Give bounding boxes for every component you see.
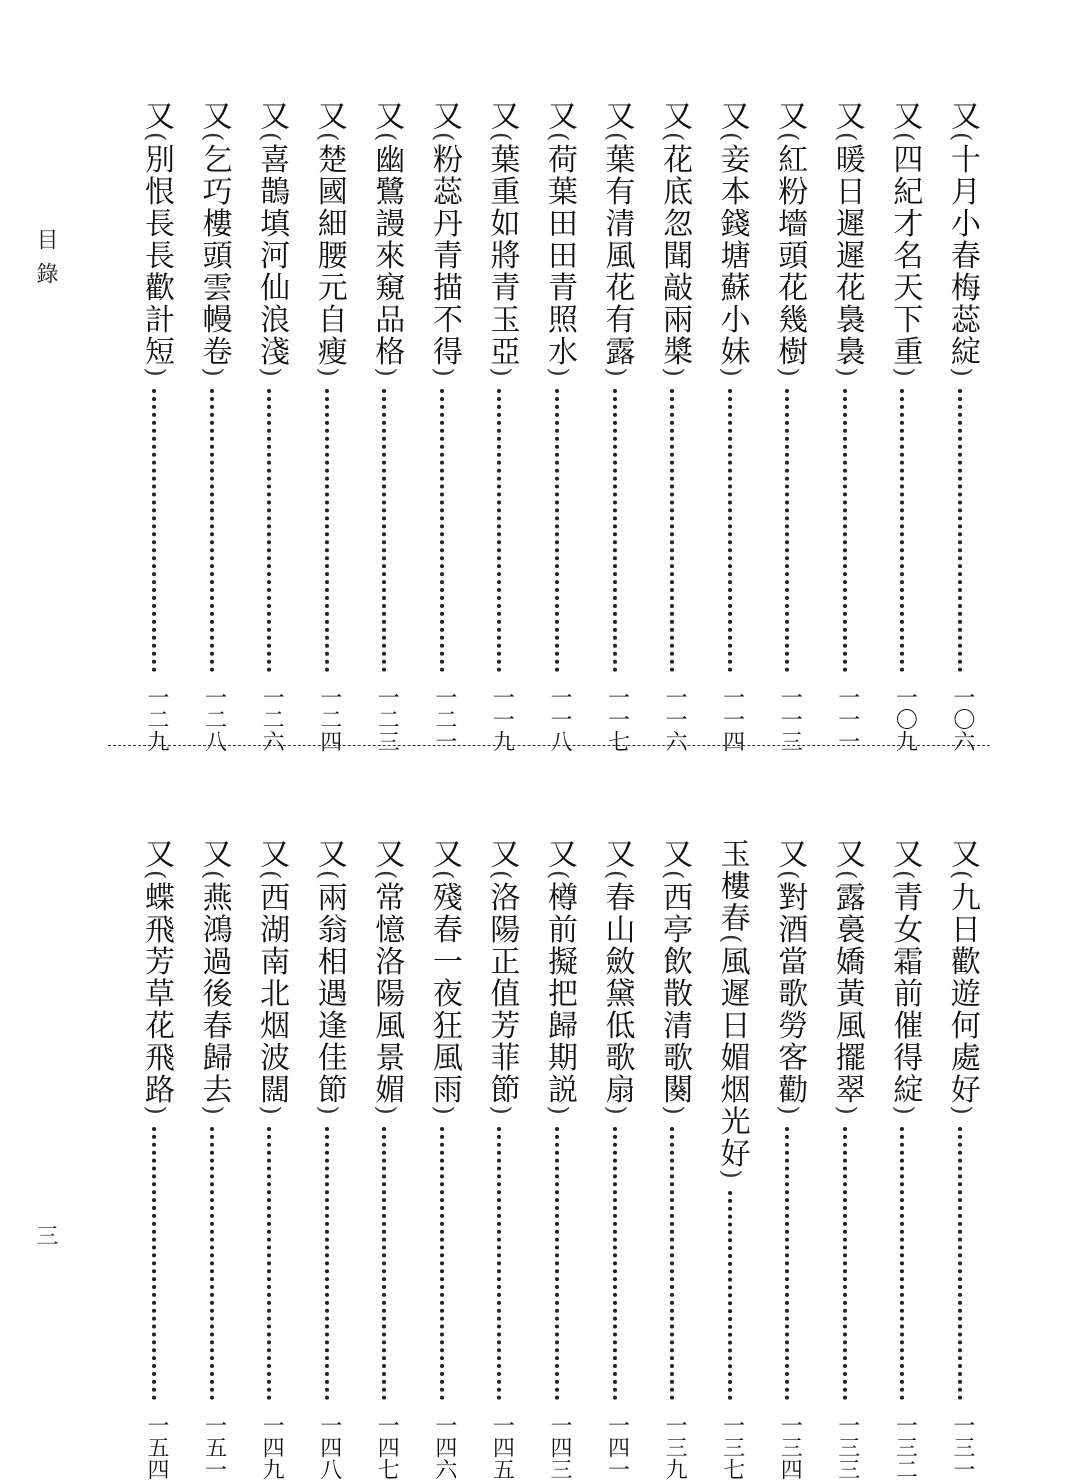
entry-page-number: 一〇九 xyxy=(892,686,918,752)
toc-entry[interactable]: 又(幽鷺謾來窺品格) 一二三 xyxy=(369,100,405,752)
entry-page-number: 一四五 xyxy=(489,1414,515,1480)
entry-title: 十月小春梅蕊綻 xyxy=(944,143,980,368)
entry-prefix: 又 xyxy=(829,100,865,132)
entry-prefix: 又 xyxy=(196,838,232,870)
toc-entry[interactable]: 又(楚國細腰元自瘦) 一二四 xyxy=(311,100,347,752)
toc-entry[interactable]: 又(別恨長長歡計短) 一二九 xyxy=(139,100,174,752)
entry-title: 紅粉墻頭花幾樹 xyxy=(772,143,808,368)
entry-prefix: 又 xyxy=(484,100,520,132)
dot-leader xyxy=(785,1127,793,1400)
entry-prefix: 又 xyxy=(484,838,520,870)
dot-leader xyxy=(900,1127,908,1400)
entry-page-number: 一四八 xyxy=(316,1414,342,1480)
entry-title: 別恨長長歡計短 xyxy=(139,143,174,368)
toc-lower-half xyxy=(128,838,990,1480)
entry-prefix: 又 xyxy=(541,838,577,870)
toc-entry[interactable]: 又(暖日遲遲花裊裊) 一一一 xyxy=(829,100,865,752)
entry-prefix: 又 xyxy=(254,838,290,870)
dot-leader xyxy=(152,1127,160,1400)
toc-entry[interactable]: 玉樓春(風遲日媚烟光好) 一三七 xyxy=(714,838,750,1480)
dot-leader xyxy=(382,389,390,672)
entry-page-number: 一五四 xyxy=(144,1414,169,1480)
dot-leader xyxy=(440,1127,448,1400)
entry-prefix: 又 xyxy=(599,100,635,132)
dot-leader xyxy=(210,389,218,672)
entry-title: 葉有清風花有露 xyxy=(599,143,635,368)
entry-prefix: 又 xyxy=(657,100,693,132)
entry-page-number: 一五一 xyxy=(201,1414,227,1480)
dot-leader xyxy=(728,1191,736,1400)
entry-page-number: 一四三 xyxy=(546,1414,572,1480)
toc-entry[interactable]: 又(四紀才名天下重) 一〇九 xyxy=(887,100,923,752)
entry-page-number: 一二六 xyxy=(259,686,285,752)
toc-entry[interactable]: 又(春山斂黛低歌扇) 一四一 xyxy=(599,838,635,1480)
entry-prefix: 又 xyxy=(887,100,923,132)
entry-prefix: 玉樓春 xyxy=(714,838,750,934)
toc-entry[interactable]: 又(殘春一夜狂風雨) 一四六 xyxy=(426,838,462,1480)
toc-entry[interactable]: 又(十月小春梅蕊綻) 一〇六 xyxy=(944,100,980,752)
entry-prefix: 又 xyxy=(714,100,750,132)
dot-leader xyxy=(670,389,678,672)
entry-prefix: 又 xyxy=(311,100,347,132)
entry-prefix: 又 xyxy=(426,100,462,132)
dot-leader xyxy=(210,1127,218,1400)
dot-leader xyxy=(267,1127,275,1400)
dot-leader xyxy=(555,1127,563,1400)
entry-page-number: 一四九 xyxy=(259,1414,285,1480)
entry-page-number: 一二四 xyxy=(316,686,342,752)
entry-prefix: 又 xyxy=(829,838,865,870)
page-number: 三 xyxy=(33,1224,58,1258)
dot-leader xyxy=(900,389,908,672)
entry-page-number: 一三九 xyxy=(662,1414,688,1480)
entry-title: 葉重如將青玉亞 xyxy=(484,143,520,368)
entry-prefix: 又 xyxy=(599,838,635,870)
entry-title: 常憶洛陽風景媚 xyxy=(369,881,405,1106)
entry-page-number: 一二三 xyxy=(374,686,400,752)
toc-entry[interactable]: 又(荷葉田田青照水) 一一八 xyxy=(541,100,577,752)
toc-entry[interactable]: 又(喜鵲填河仙浪淺) 一二六 xyxy=(254,100,290,752)
entry-prefix: 又 xyxy=(311,838,347,870)
entry-page-number: 一一八 xyxy=(546,686,572,752)
entry-prefix: 又 xyxy=(944,838,980,870)
toc-entry[interactable]: 又(葉有清風花有露) 一一七 xyxy=(599,100,635,752)
toc-entry[interactable]: 又(乞巧樓頭雲幔卷) 一二八 xyxy=(196,100,232,752)
entry-prefix: 又 xyxy=(772,838,808,870)
toc-entry[interactable]: 又(青女霜前催得綻) 一三二 xyxy=(887,838,923,1480)
dot-leader xyxy=(728,389,736,672)
dot-leader xyxy=(670,1127,678,1400)
dot-leader xyxy=(497,1127,505,1400)
toc-entry[interactable]: 又(蝶飛芳草花飛路) 一五四 xyxy=(139,838,174,1480)
dot-leader xyxy=(613,389,621,672)
dot-leader xyxy=(843,389,851,672)
toc-entry[interactable]: 又(妾本錢塘蘇小妹) 一一四 xyxy=(714,100,750,752)
entry-page-number: 一二一 xyxy=(431,686,457,752)
entry-title: 兩翁相遇逢佳節 xyxy=(311,881,347,1106)
entry-title: 九日歡遊何處好 xyxy=(944,881,980,1106)
dot-leader xyxy=(843,1127,851,1400)
entry-prefix: 又 xyxy=(254,100,290,132)
entry-page-number: 一四七 xyxy=(374,1414,400,1480)
toc-upper-half xyxy=(128,100,990,752)
dot-leader xyxy=(613,1127,621,1400)
entry-title: 蝶飛芳草花飛路 xyxy=(139,881,174,1106)
entry-title: 青女霜前催得綻 xyxy=(887,881,923,1106)
entry-prefix: 又 xyxy=(426,838,462,870)
toc-entry[interactable]: 又(燕鴻過後春歸去) 一五一 xyxy=(196,838,232,1480)
entry-page-number: 一一九 xyxy=(489,686,515,752)
entry-title: 對酒當歌勞客勸 xyxy=(772,881,808,1106)
toc-entry[interactable]: 又(葉重如將青玉亞) 一一九 xyxy=(484,100,520,752)
toc-entry[interactable]: 又(對酒當歌勞客勸) 一三四 xyxy=(772,838,808,1480)
dot-leader xyxy=(325,1127,333,1400)
entry-page-number: 一三四 xyxy=(777,1414,803,1480)
section-divider xyxy=(108,745,990,746)
toc-entry[interactable]: 又(西亭飲散清歌闋) 一三九 xyxy=(657,838,693,1480)
dot-leader xyxy=(440,389,448,672)
entry-prefix: 又 xyxy=(139,838,174,870)
entry-title: 樽前擬把歸期説 xyxy=(541,881,577,1106)
entry-title: 露裛嬌黃風擺翠 xyxy=(829,881,865,1106)
dot-leader xyxy=(785,389,793,672)
dot-leader xyxy=(325,389,333,672)
entry-title: 洛陽正值芳菲節 xyxy=(484,881,520,1106)
entry-title: 喜鵲填河仙浪淺 xyxy=(254,143,290,368)
toc-entry[interactable]: 又(兩翁相遇逢佳節) 一四八 xyxy=(311,838,347,1480)
entry-page-number: 一三二 xyxy=(892,1414,918,1480)
entry-page-number: 一一六 xyxy=(662,686,688,752)
entry-title: 粉蕊丹青描不得 xyxy=(426,143,462,368)
entry-prefix: 又 xyxy=(944,100,980,132)
toc-entry[interactable]: 又(露裛嬌黃風擺翠) 一三三 xyxy=(829,838,865,1480)
section-title: 目錄 xyxy=(33,228,58,296)
entry-title: 荷葉田田青照水 xyxy=(541,143,577,368)
entry-title: 燕鴻過後春歸去 xyxy=(196,881,232,1106)
entry-title: 幽鷺謾來窺品格 xyxy=(369,143,405,368)
entry-title: 春山斂黛低歌扇 xyxy=(599,881,635,1106)
entry-title: 乞巧樓頭雲幔卷 xyxy=(196,143,232,368)
dot-leader xyxy=(958,1127,966,1400)
entry-title: 風遲日媚烟光好 xyxy=(714,945,750,1170)
entry-page-number: 一二九 xyxy=(144,686,169,752)
entry-page-number: 一四一 xyxy=(604,1414,630,1480)
toc-entry[interactable]: 又(常憶洛陽風景媚) 一四七 xyxy=(369,838,405,1480)
toc-entry[interactable]: 又(西湖南北烟波闊) 一四九 xyxy=(254,838,290,1480)
entry-page-number: 一四六 xyxy=(431,1414,457,1480)
entry-prefix: 又 xyxy=(657,838,693,870)
dot-leader xyxy=(382,1127,390,1400)
toc-entry[interactable]: 又(粉蕊丹青描不得) 一二一 xyxy=(426,100,462,752)
entry-page-number: 一三七 xyxy=(719,1414,745,1480)
entry-prefix: 又 xyxy=(887,838,923,870)
entry-page-number: 一三一 xyxy=(949,1414,975,1480)
toc-entry[interactable]: 又(樽前擬把歸期説) 一四三 xyxy=(541,838,577,1480)
dot-leader xyxy=(958,389,966,672)
dot-leader xyxy=(497,389,505,672)
entry-page-number: 一一一 xyxy=(834,686,860,752)
toc-entry[interactable]: 又(紅粉墻頭花幾樹) 一一三 xyxy=(772,100,808,752)
entry-prefix: 又 xyxy=(369,100,405,132)
entry-prefix: 又 xyxy=(196,100,232,132)
entry-title: 西湖南北烟波闊 xyxy=(254,881,290,1106)
dot-leader xyxy=(267,389,275,672)
entry-title: 殘春一夜狂風雨 xyxy=(426,881,462,1106)
entry-page-number: 一二八 xyxy=(201,686,227,752)
entry-page-number: 一一三 xyxy=(777,686,803,752)
toc-entry[interactable]: 又(花底忽聞敲兩槳) 一一六 xyxy=(657,100,693,752)
dot-leader xyxy=(555,389,563,672)
entry-title: 暖日遲遲花裊裊 xyxy=(829,143,865,368)
entry-prefix: 又 xyxy=(139,100,174,132)
entry-title: 西亭飲散清歌闋 xyxy=(657,881,693,1106)
entry-page-number: 一〇六 xyxy=(949,686,975,752)
entry-title: 四紀才名天下重 xyxy=(887,143,923,368)
entry-prefix: 又 xyxy=(541,100,577,132)
entry-title: 楚國細腰元自瘦 xyxy=(311,143,347,368)
entry-page-number: 一一四 xyxy=(719,686,745,752)
entry-page-number: 一三三 xyxy=(834,1414,860,1480)
entry-title: 妾本錢塘蘇小妹 xyxy=(714,143,750,368)
entry-prefix: 又 xyxy=(772,100,808,132)
toc-entry[interactable]: 又(九日歡遊何處好) 一三一 xyxy=(944,838,980,1480)
entry-prefix: 又 xyxy=(369,838,405,870)
toc-entry[interactable]: 又(洛陽正值芳菲節) 一四五 xyxy=(484,838,520,1480)
entry-title: 花底忽聞敲兩槳 xyxy=(657,143,693,368)
dot-leader xyxy=(152,389,160,672)
entry-page-number: 一一七 xyxy=(604,686,630,752)
